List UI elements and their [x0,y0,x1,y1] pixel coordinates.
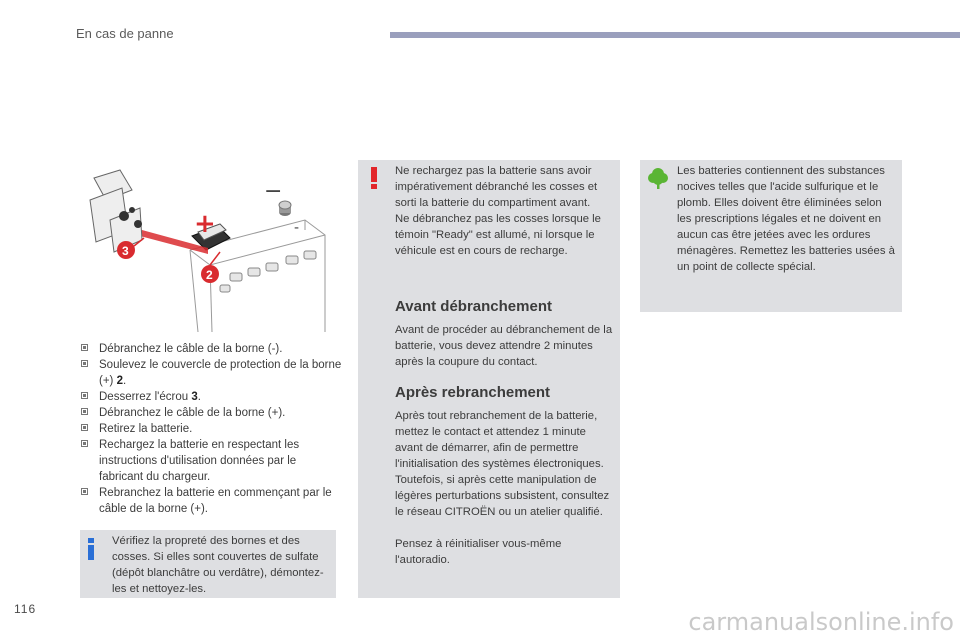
paragraph-reset-radio: Pensez à réinitialiser vous-même l'autoradio. [395,538,562,566]
step-list [80,341,342,517]
environment-box [640,160,902,312]
heading-before-disconnect: Avant débranchement [395,298,552,315]
checkbox-bullet-icon [81,360,88,367]
warning-paragraph-1: Ne rechargez pas la batterie sans avoir impérativement débranché les cosses et sorti la batterie du compartiment avant. [395,165,598,209]
plus-sign: + [194,209,216,239]
checkbox-bullet-icon [81,488,88,495]
warning-paragraph-2: Ne débranchez pas les cosses lorsque le témoin "Ready" est allumé, ni lorsque le véhicule est en cours de recharge. [395,213,601,257]
step-item: Rebranchez la batterie en commençant par le câble de la borne (+). [80,485,342,517]
leaf-icon [648,167,668,189]
step-item: Débranchez le câble de la borne (+). [80,405,342,421]
step-item: Desserrez l'écrou 3. [80,389,342,405]
watermark: carmanualsonline.info [688,608,954,636]
info-text: Vérifiez la propreté des bornes et des cosses. Si elles sont couvertes de sulfate (dépôt blanchâtre ou verdâtre), démontez-les et nettoyez-les. [112,535,324,595]
step-item: Rechargez la batterie en respectant les instructions d'utilisation données par le fabricant du chargeur. [80,437,342,485]
page-number: 116 [14,602,37,616]
step-item: Débranchez le câble de la borne (-). [80,341,342,357]
checkbox-bullet-icon [81,408,88,415]
step-item: Soulevez le couvercle de protection de la borne (+) 2. [80,357,342,389]
warning-icon [371,167,377,189]
warning-panel [358,160,620,598]
minus-sign: − [264,179,283,204]
section-title: En cas de panne [76,26,174,41]
battery-illustration [80,160,338,332]
header-bar [390,32,960,38]
paragraph-after-reconnect: Après tout rebranchement de la batterie, mettez le contact et attendez 1 minute avant de démarrer, afin de permettre l'initialisation des systèmes électroniques. Toutefois, si après cette manipulation de légères perturbations subsistent, consultez le réseau CITROËN ou un atelier qualifié. [395,410,610,518]
callout-3-label: 3 [122,244,129,258]
heading-after-reconnect: Après rebranchement [395,384,551,401]
environment-text: Les batteries contiennent des substances nocives telles que l'acide sulfurique et le plomb. Elles doivent être éliminées selon les prescriptions légales et ne doivent en aucun cas être jetées avec les ordures ménagères. Remettez les batteries usées à un point de collecte spécial. [677,165,895,273]
checkbox-bullet-icon [81,440,88,447]
info-icon [88,538,94,560]
checkbox-bullet-icon [81,392,88,399]
warning-text [395,163,613,259]
checkbox-bullet-icon [81,424,88,431]
info-box [80,530,336,598]
checkbox-bullet-icon [81,344,88,351]
minus-small: - [294,220,300,236]
step-item: Retirez la batterie. [80,421,342,437]
callout-2-label: 2 [206,268,213,282]
paragraph-before-disconnect: Avant de procéder au débranchement de la batterie, vous devez attendre 2 minutes après la coupure du contact. [395,324,613,368]
